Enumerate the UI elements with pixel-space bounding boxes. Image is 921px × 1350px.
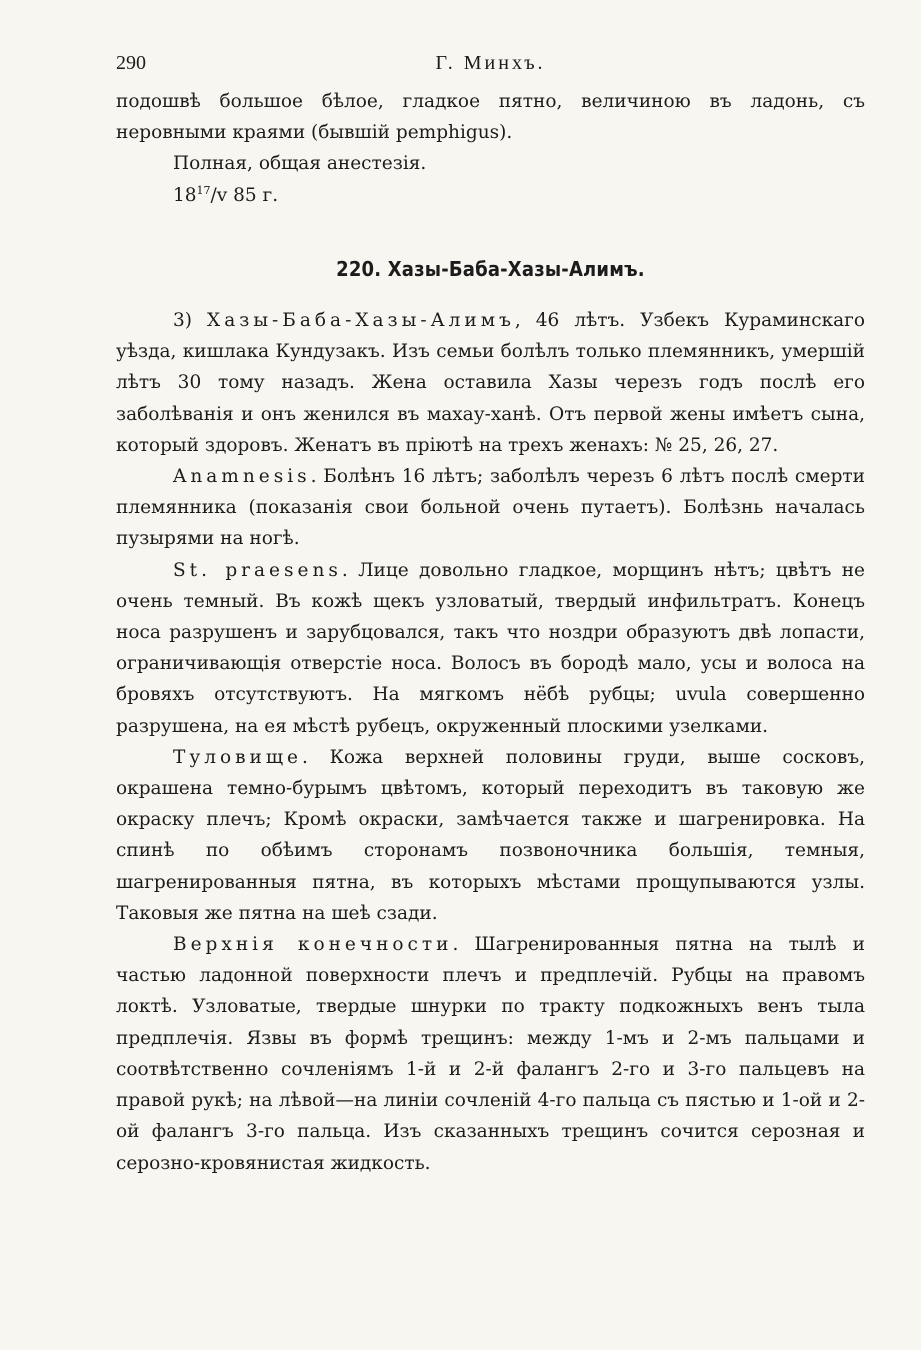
upper-limbs-label: Верхнія конечности — [173, 934, 453, 956]
date-day: 17 — [196, 183, 211, 197]
page-body — [116, 86, 865, 1179]
page-number: 290 — [116, 52, 146, 74]
case-number: 3) — [173, 310, 208, 332]
trunk-label: Туловище — [173, 746, 303, 768]
continued-paragraph: подошвѣ большое бѣлое, гладкое пятно, величиною въ ладонь, съ неровными краями (бывшій pemphigus). — [116, 91, 865, 144]
anamnesis-label: Anamnesis — [173, 466, 311, 488]
upper-limbs-text: . Шагренированныя пятна на тылѣ и частью ладонной поверхности плечъ и предплечій. Рубцы на правомъ локтѣ. Узловатые, твердые шнурки по тракту подкожныхъ венъ тыла предплечія. Язвы въ формѣ трещинъ: между 1-мъ и 2-мъ пальцами и соотвѣтственно сочленіямъ 1-й и 2-й фалангъ 2-го и 3-го пальцевъ на правой рукѣ; на лѣвой—на линіи сочленій 4-го пальца съ пястью и 1-ой и 2-ой фалангъ 3-го пальца. Изъ сказанныхъ трещинъ сочится серозная и серозно-кровянистая жидкость. — [116, 934, 865, 1174]
trunk-text: . Кожа верхней половины груди, выше сосковъ, окрашена темно-бурымъ цвѣтомъ, который переходитъ въ таковую же окраску плечъ; Кромѣ окраски, замѣчается также и шагренировка. На спинѣ по обѣимъ сторонамъ позвоночника большія, темныя, шагренированныя пятна, въ которыхъ мѣстами прощупываются узлы. Таковыя же пятна на шеѣ сзади. — [116, 746, 865, 924]
patient-intro-text: , 46 лѣтъ. Узбекъ Кураминскаго уѣзда, кишлака Кундузакъ. Изъ семьи болѣлъ только племянникъ, умершій лѣтъ 30 тому назадъ. Жена оставила Хазы черезъ годъ послѣ его заболѣванія и онъ женился въ махау-ханѣ. Отъ первой жены имѣетъ сына, который здоровъ. Женатъ въ пріютѣ на трехъ женахъ: № 25, 26, 27. — [116, 310, 865, 456]
patient-intro-paragraph — [116, 305, 865, 461]
running-header — [116, 46, 865, 86]
upper-limbs-paragraph — [116, 929, 865, 1179]
status-praesens-text: . Лице довольно гладкое, морщинъ нѣтъ; цвѣтъ не очень темный. Въ кожѣ щекъ узловатый, твердый инфильтратъ. Конецъ носа разрушенъ и зарубцовался, такъ что ноздри образуютъ двѣ лопасти, ограничивающія отверстіе носа. Волосъ въ бородѣ мало, усы и волоса на бровяхъ отсутствуютъ. На мягкомъ нёбѣ рубцы; uvula совершенно разрушена, на ея мѣстѣ рубецъ, окруженный плоскими узелками. — [116, 559, 866, 737]
anamnesis-paragraph — [116, 461, 865, 555]
date-year-prefix: 18 — [173, 184, 197, 206]
section-heading: 220. Хазы-Баба-Хазы-Алимъ. — [336, 256, 645, 281]
date-line — [116, 180, 865, 211]
patient-name: Хазы-Баба-Хазы-Алимъ — [207, 310, 515, 332]
date-rest: /v 85 г. — [210, 184, 279, 206]
status-praesens-label: St. praesens — [173, 559, 342, 581]
trunk-paragraph — [116, 742, 865, 929]
anesthesia-paragraph: Полная, общая анестезія. — [173, 153, 427, 175]
anamnesis-text: . Болѣнъ 16 лѣтъ; заболѣлъ черезъ 6 лѣтъ послѣ смерти племянника (показанія свои больной очень путаетъ). Болѣзнь началась пузырями на ногѣ. — [116, 466, 865, 550]
status-praesens-paragraph — [116, 555, 865, 742]
running-title: Г. Минхъ. — [435, 52, 546, 74]
